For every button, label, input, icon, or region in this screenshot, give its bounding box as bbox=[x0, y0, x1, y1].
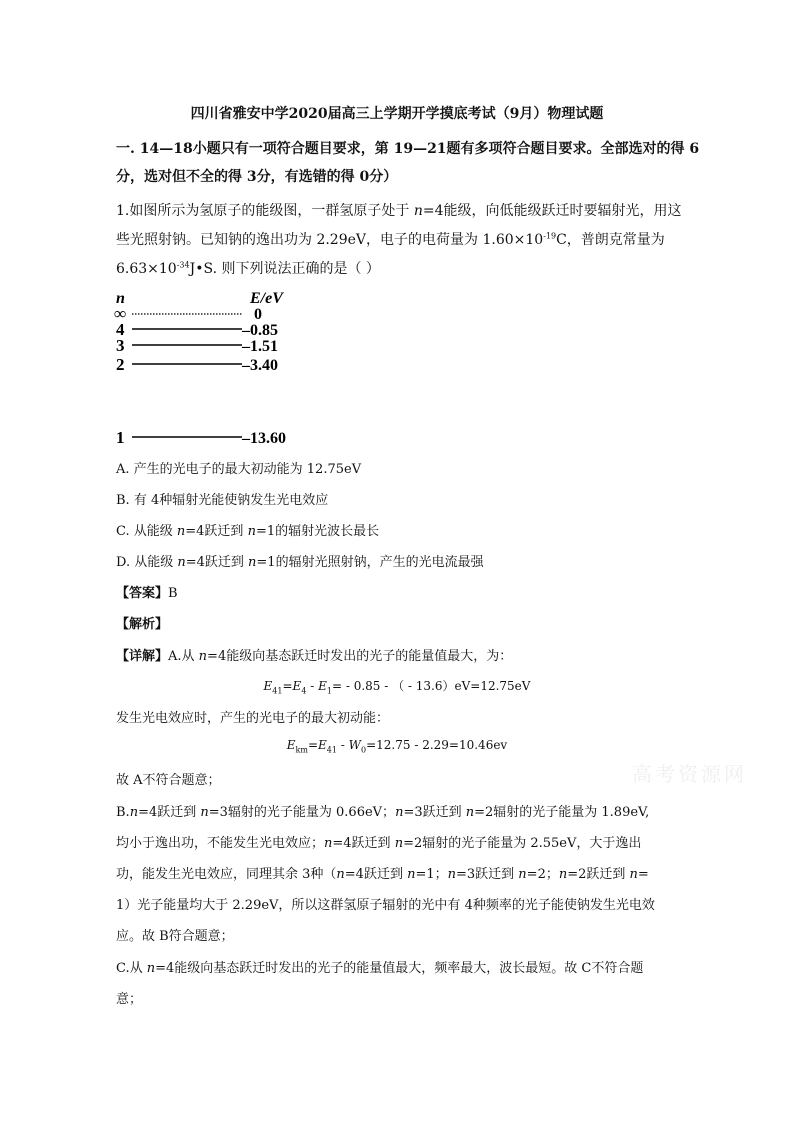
analysis-label: 【解析】 bbox=[116, 617, 169, 632]
detail-b-line-3: 功，能发生光电效应，同理其余 3种（n=4跃迁到 n=1；n=3跃迁到 n=2；n=2跃迁到 n= bbox=[116, 867, 649, 882]
detail-c-line-2: 意； bbox=[116, 992, 143, 1007]
diagram-n-label: n bbox=[116, 290, 125, 307]
question-line-1: 1.如图所示为氢原子的能级图，一群氢原子处于 n=4能级，向低能级跃迁时要辐射光，用这 bbox=[116, 203, 682, 219]
level-e-1: –13.60 bbox=[242, 430, 286, 446]
level-e-2: –3.40 bbox=[242, 357, 278, 374]
level-n-4: 4 bbox=[116, 320, 125, 339]
level-e-3: –1.51 bbox=[242, 338, 278, 355]
detail-b-line-1: B.n=4跃迁到 n=3辐射的光子能量为 0.66eV；n=3跃迁到 n=2辐射的光子能量为 1.89eV, bbox=[116, 805, 650, 820]
detail-b-line-2: 均小于逸出功，不能发生光电效应；n=4跃迁到 n=2辐射的光子能量为 2.55eV，大于逸出 bbox=[116, 836, 642, 851]
option-a: A. 产生的光电子的最大初动能为 12.75eV bbox=[116, 462, 362, 477]
diagram-e-label: E/eV bbox=[250, 290, 283, 307]
option-c: C. 从能级 n=4跃迁到 n=1的辐射光波长最长 bbox=[116, 524, 380, 539]
equation-2: $E_{km}=E_{41} - W_0=12.75 - 2.29=10.46ev$ bbox=[286, 738, 508, 755]
level-n-1: 1 bbox=[116, 428, 125, 446]
detail-a-conclusion: 故 A不符合题意； bbox=[116, 773, 221, 788]
section-instruction-line2: 分，选对但不全的得 3分，有选错的得 0分） bbox=[116, 169, 398, 185]
level-n-inf: ∞ bbox=[114, 304, 127, 323]
detail-b-line-5: 应。故 B符合题意； bbox=[116, 929, 234, 944]
level-e-4: –0.85 bbox=[242, 322, 278, 339]
level-n-2: 2 bbox=[116, 355, 125, 374]
option-d: D. 从能级 n=4跃迁到 n=1的辐射光照射钠，产生的光电流最强 bbox=[116, 555, 484, 570]
question-line-2: 些光照射钠。已知钠的逸出功为 2.29eV，电子的电荷量为 $1.60\times 10^{-19}C$，普朗克常量为 bbox=[116, 231, 665, 248]
question-line-3: $6.63\times 10^{-34}J•S$. 则下列说法正确的是（ ） bbox=[116, 260, 380, 277]
option-b: B. 有 4种辐射光能使钠发生光电效应 bbox=[116, 493, 329, 508]
level-e-inf: 0 bbox=[254, 306, 262, 323]
equation-1: $E_{41}=E_4 - E_1= - 0.85$ - （ - 13.6）eV=12.75eV bbox=[263, 679, 531, 696]
energy-level-diagram bbox=[110, 286, 320, 446]
level-n-3: 3 bbox=[116, 336, 125, 355]
detail-a-line: 【详解】A.从 n=4能级向基态跃迁时发出的光子的能量值最大，为： bbox=[116, 649, 513, 664]
detail-c-line-1: C.从 n=4能级向基态跃迁时发出的光子的能量值最大，频率最大，波长最短。故 C不符合题 bbox=[116, 961, 644, 976]
section-instruction-line1: 一. 14—18小题只有一项符合题目要求，第 19—21题有多项符合题目要求。全部选对的得 6 bbox=[116, 141, 700, 157]
page-title: 四川省雅安中学2020届高三上学期开学摸底考试（9月）物理试题 bbox=[190, 106, 604, 122]
answer: 【答案】B bbox=[116, 586, 178, 601]
detail-pe-line: 发生光电效应时，产生的光电子的最大初动能： bbox=[116, 711, 390, 726]
watermark: 高考资源网 bbox=[632, 762, 747, 786]
detail-b-line-4: 1）光子能量均大于 2.29eV，所以这群氢原子辐射的光中有 4种频率的光子能使钠发生光电效 bbox=[116, 898, 655, 913]
